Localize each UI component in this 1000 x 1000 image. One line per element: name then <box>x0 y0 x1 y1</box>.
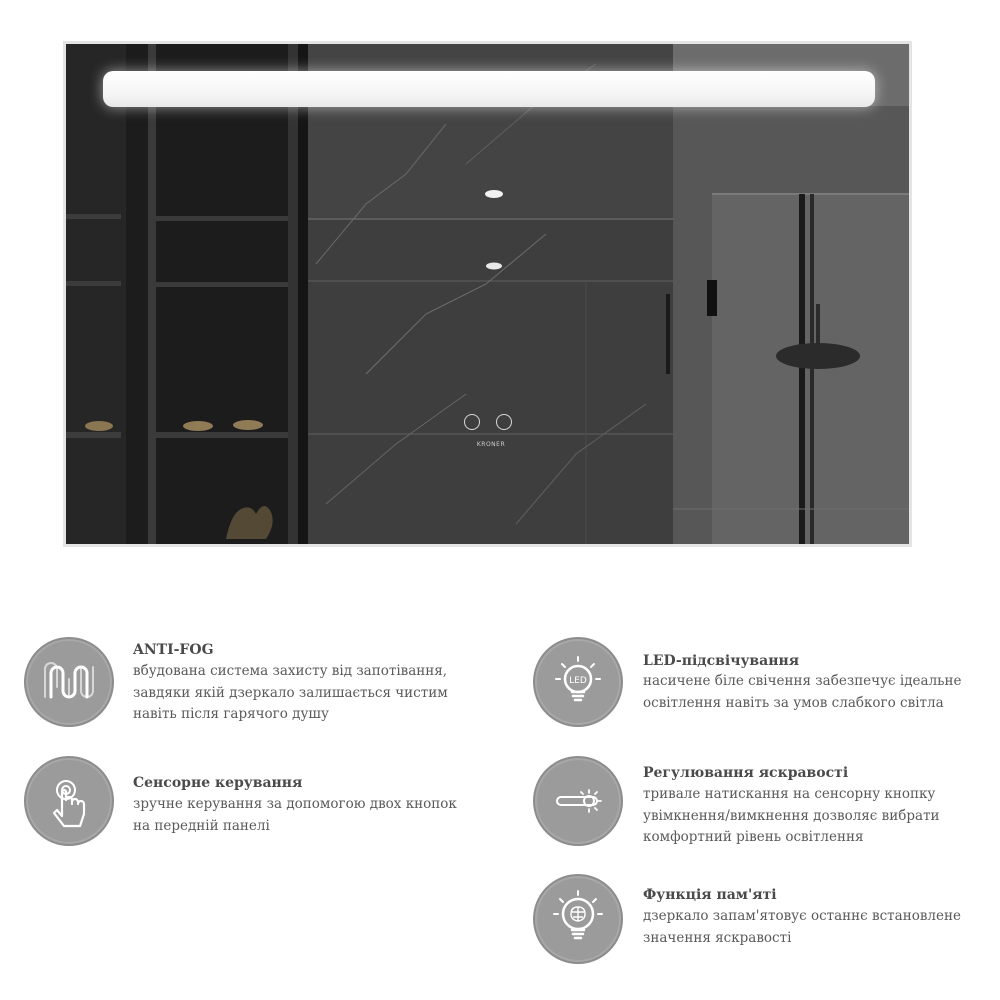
feature-desc-brightness: тривале натискання на сенсорну кнопку увімкнення/вимкнення дозволяє вибрати комфортний рівень освітлення <box>643 786 940 845</box>
mirror-antifog-button-icon <box>496 414 512 430</box>
feature-title-touch: Сенсорне керування <box>133 775 303 791</box>
memory-brain-bulb-icon <box>533 874 623 964</box>
led-light-strip <box>103 71 875 107</box>
feature-desc-touch: зручне керування за допомогою двох кнопок на передній панелі <box>133 796 457 834</box>
bathroom-scene <box>66 44 909 544</box>
brand-logo: KRONER <box>476 441 506 448</box>
brightness-slider-icon <box>533 756 623 846</box>
feature-desc-anti-fog: вбудована система захисту від запотівання, завдяки якій дзеркало залишається чистим навіть після гарячого душу <box>133 663 448 722</box>
led-bulb-icon <box>533 637 623 727</box>
svg-text:LED: LED <box>569 676 587 686</box>
feature-desc-memory: дзеркало запам'ятовує останнє встановлене значення яскравості <box>643 908 961 946</box>
feature-title-brightness: Регулювання яскравості <box>643 765 849 781</box>
mirror-product-image <box>63 41 912 547</box>
feature-title-led: LED-підсвічування <box>643 653 800 669</box>
anti-fog-heater-icon <box>24 637 114 727</box>
mirror-power-button-icon <box>464 414 480 430</box>
feature-title-memory: Функція пам'яті <box>643 887 777 903</box>
feature-title-anti-fog: ANTI-FOG <box>133 642 214 658</box>
touch-finger-icon <box>24 756 114 846</box>
feature-desc-led: насичене біле свічення забезпечує ідеальне освітлення навіть за умов слабкого світла <box>643 673 962 711</box>
